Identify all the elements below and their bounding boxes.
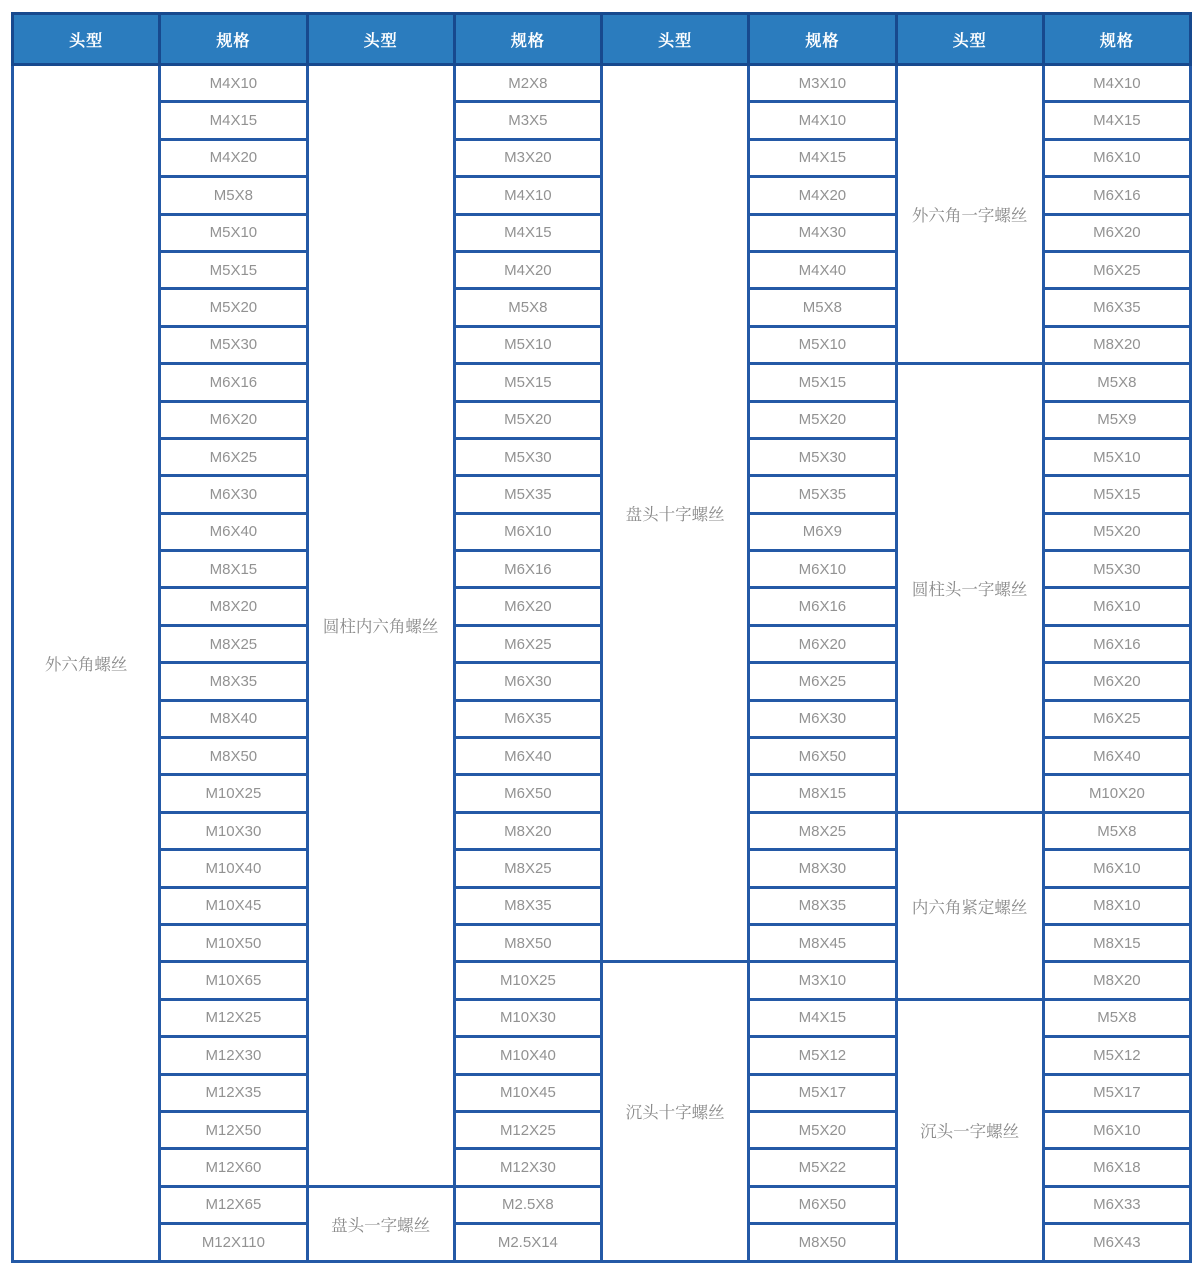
spec-cell: M4X20 — [160, 139, 307, 176]
spec-cell: M8X50 — [454, 924, 601, 961]
spec-cell: M6X40 — [1043, 738, 1190, 775]
spec-cell: M6X30 — [454, 663, 601, 700]
spec-cell: M5X8 — [1043, 812, 1190, 849]
spec-cell: M6X18 — [1043, 1149, 1190, 1186]
spec-cell: M6X16 — [454, 551, 601, 588]
spec-cell: M6X16 — [160, 364, 307, 401]
column-header-head-type: 头型 — [307, 14, 454, 65]
spec-cell: M4X30 — [749, 214, 896, 251]
head-type-cell: 沉头一字螺丝 — [896, 999, 1043, 1261]
spec-cell: M4X15 — [160, 102, 307, 139]
spec-cell: M4X15 — [749, 999, 896, 1036]
column-header-spec: 规格 — [454, 14, 601, 65]
header-row — [13, 14, 1191, 65]
spec-cell: M12X110 — [160, 1224, 307, 1261]
head-type-cell: 外六角一字螺丝 — [896, 65, 1043, 364]
spec-cell: M10X50 — [160, 924, 307, 961]
spec-cell: M6X20 — [454, 588, 601, 625]
spec-cell: M5X10 — [1043, 438, 1190, 475]
column-header-spec: 规格 — [160, 14, 307, 65]
spec-cell: M8X25 — [160, 625, 307, 662]
head-type-cell: 圆柱头一字螺丝 — [896, 364, 1043, 813]
spec-cell: M10X25 — [160, 775, 307, 812]
spec-cell: M10X30 — [160, 812, 307, 849]
spec-cell: M6X40 — [454, 738, 601, 775]
spec-cell: M5X9 — [1043, 401, 1190, 438]
spec-cell: M10X20 — [1043, 775, 1190, 812]
spec-cell: M5X20 — [1043, 513, 1190, 550]
table-header — [13, 14, 1191, 65]
spec-cell: M6X10 — [454, 513, 601, 550]
spec-cell: M5X20 — [749, 1111, 896, 1148]
spec-cell: M5X8 — [749, 289, 896, 326]
spec-cell: M6X9 — [749, 513, 896, 550]
spec-cell: M4X15 — [1043, 102, 1190, 139]
head-type-cell: 盘头一字螺丝 — [307, 1186, 454, 1261]
spec-cell: M5X30 — [160, 326, 307, 363]
screw-spec-table — [11, 12, 1192, 1263]
spec-cell: M10X40 — [160, 850, 307, 887]
spec-cell: M5X8 — [160, 177, 307, 214]
spec-cell: M8X15 — [1043, 924, 1190, 961]
spec-cell: M4X15 — [749, 139, 896, 176]
column-header-spec: 规格 — [749, 14, 896, 65]
head-type-cell: 内六角紧定螺丝 — [896, 812, 1043, 999]
spec-cell: M5X17 — [749, 1074, 896, 1111]
spec-cell: M5X20 — [160, 289, 307, 326]
spec-cell: M8X35 — [749, 887, 896, 924]
spec-cell: M2.5X8 — [454, 1186, 601, 1223]
spec-cell: M6X25 — [1043, 251, 1190, 288]
spec-cell: M4X10 — [160, 65, 307, 102]
spec-cell: M5X10 — [454, 326, 601, 363]
spec-cell: M8X30 — [749, 850, 896, 887]
spec-cell: M6X20 — [1043, 214, 1190, 251]
spec-cell: M6X20 — [160, 401, 307, 438]
spec-cell: M5X8 — [1043, 999, 1190, 1036]
spec-cell: M10X45 — [160, 887, 307, 924]
spec-cell: M5X8 — [1043, 364, 1190, 401]
spec-cell: M5X12 — [1043, 1037, 1190, 1074]
spec-cell: M8X45 — [749, 924, 896, 961]
spec-cell: M6X35 — [454, 700, 601, 737]
spec-cell: M5X10 — [749, 326, 896, 363]
spec-cell: M10X25 — [454, 962, 601, 999]
table-row — [13, 65, 1191, 102]
spec-cell: M4X10 — [454, 177, 601, 214]
spec-cell: M5X35 — [749, 476, 896, 513]
spec-cell: M5X8 — [454, 289, 601, 326]
spec-cell: M12X30 — [160, 1037, 307, 1074]
spec-cell: M10X30 — [454, 999, 601, 1036]
spec-cell: M6X20 — [749, 625, 896, 662]
spec-cell: M4X10 — [749, 102, 896, 139]
spec-cell: M6X16 — [749, 588, 896, 625]
spec-cell: M5X15 — [749, 364, 896, 401]
column-header-head-type: 头型 — [896, 14, 1043, 65]
column-header-head-type: 头型 — [13, 14, 160, 65]
spec-cell: M8X20 — [1043, 962, 1190, 999]
spec-cell: M8X35 — [454, 887, 601, 924]
spec-cell: M8X50 — [749, 1224, 896, 1261]
spec-cell: M4X20 — [454, 251, 601, 288]
spec-cell: M8X50 — [160, 738, 307, 775]
spec-cell: M6X33 — [1043, 1186, 1190, 1223]
spec-cell: M5X30 — [1043, 551, 1190, 588]
spec-cell: M6X25 — [749, 663, 896, 700]
spec-cell: M6X16 — [1043, 625, 1190, 662]
spec-cell: M6X25 — [160, 438, 307, 475]
spec-cell: M3X20 — [454, 139, 601, 176]
spec-table-body — [13, 65, 1191, 1262]
spec-cell: M5X17 — [1043, 1074, 1190, 1111]
spec-cell: M6X50 — [749, 1186, 896, 1223]
head-type-cell: 沉头十字螺丝 — [602, 962, 749, 1261]
spec-cell: M2.5X14 — [454, 1224, 601, 1261]
spec-cell: M12X25 — [160, 999, 307, 1036]
spec-cell: M3X10 — [749, 962, 896, 999]
spec-cell: M5X12 — [749, 1037, 896, 1074]
spec-cell: M6X35 — [1043, 289, 1190, 326]
spec-cell: M8X20 — [1043, 326, 1190, 363]
spec-cell: M12X60 — [160, 1149, 307, 1186]
spec-cell: M12X35 — [160, 1074, 307, 1111]
spec-cell: M12X50 — [160, 1111, 307, 1148]
spec-cell: M12X25 — [454, 1111, 601, 1148]
spec-cell: M5X15 — [454, 364, 601, 401]
spec-cell: M8X25 — [749, 812, 896, 849]
spec-cell: M5X20 — [749, 401, 896, 438]
spec-cell: M8X15 — [160, 551, 307, 588]
spec-cell: M4X10 — [1043, 65, 1190, 102]
spec-cell: M6X16 — [1043, 177, 1190, 214]
spec-cell: M4X40 — [749, 251, 896, 288]
column-header-spec: 规格 — [1043, 14, 1190, 65]
spec-cell: M5X20 — [454, 401, 601, 438]
spec-cell: M5X22 — [749, 1149, 896, 1186]
spec-cell: M6X30 — [749, 700, 896, 737]
spec-cell: M3X10 — [749, 65, 896, 102]
spec-cell: M4X20 — [749, 177, 896, 214]
spec-cell: M5X30 — [454, 438, 601, 475]
spec-cell: M6X40 — [160, 513, 307, 550]
spec-cell: M3X5 — [454, 102, 601, 139]
spec-cell: M6X10 — [1043, 588, 1190, 625]
spec-cell: M6X10 — [1043, 1111, 1190, 1148]
spec-cell: M6X50 — [749, 738, 896, 775]
spec-cell: M12X65 — [160, 1186, 307, 1223]
head-type-cell: 外六角螺丝 — [13, 65, 160, 1262]
spec-cell: M8X15 — [749, 775, 896, 812]
head-type-cell: 圆柱内六角螺丝 — [307, 65, 454, 1187]
spec-cell: M5X15 — [160, 251, 307, 288]
column-header-head-type: 头型 — [602, 14, 749, 65]
spec-cell: M6X50 — [454, 775, 601, 812]
spec-cell: M10X65 — [160, 962, 307, 999]
spec-cell: M4X15 — [454, 214, 601, 251]
spec-cell: M8X20 — [454, 812, 601, 849]
spec-cell: M12X30 — [454, 1149, 601, 1186]
spec-cell: M6X10 — [1043, 850, 1190, 887]
spec-cell: M6X43 — [1043, 1224, 1190, 1261]
spec-cell: M5X30 — [749, 438, 896, 475]
spec-cell: M10X45 — [454, 1074, 601, 1111]
spec-cell: M8X25 — [454, 850, 601, 887]
spec-cell: M8X20 — [160, 588, 307, 625]
spec-cell: M2X8 — [454, 65, 601, 102]
spec-cell: M8X35 — [160, 663, 307, 700]
spec-cell: M6X25 — [454, 625, 601, 662]
spec-cell: M6X30 — [160, 476, 307, 513]
spec-cell: M6X25 — [1043, 700, 1190, 737]
spec-cell: M10X40 — [454, 1037, 601, 1074]
spec-cell: M5X10 — [160, 214, 307, 251]
spec-cell: M6X10 — [1043, 139, 1190, 176]
spec-cell: M8X10 — [1043, 887, 1190, 924]
spec-cell: M6X20 — [1043, 663, 1190, 700]
head-type-cell: 盘头十字螺丝 — [602, 65, 749, 962]
spec-cell: M8X40 — [160, 700, 307, 737]
spec-cell: M6X10 — [749, 551, 896, 588]
spec-cell: M5X15 — [1043, 476, 1190, 513]
spec-cell: M5X35 — [454, 476, 601, 513]
